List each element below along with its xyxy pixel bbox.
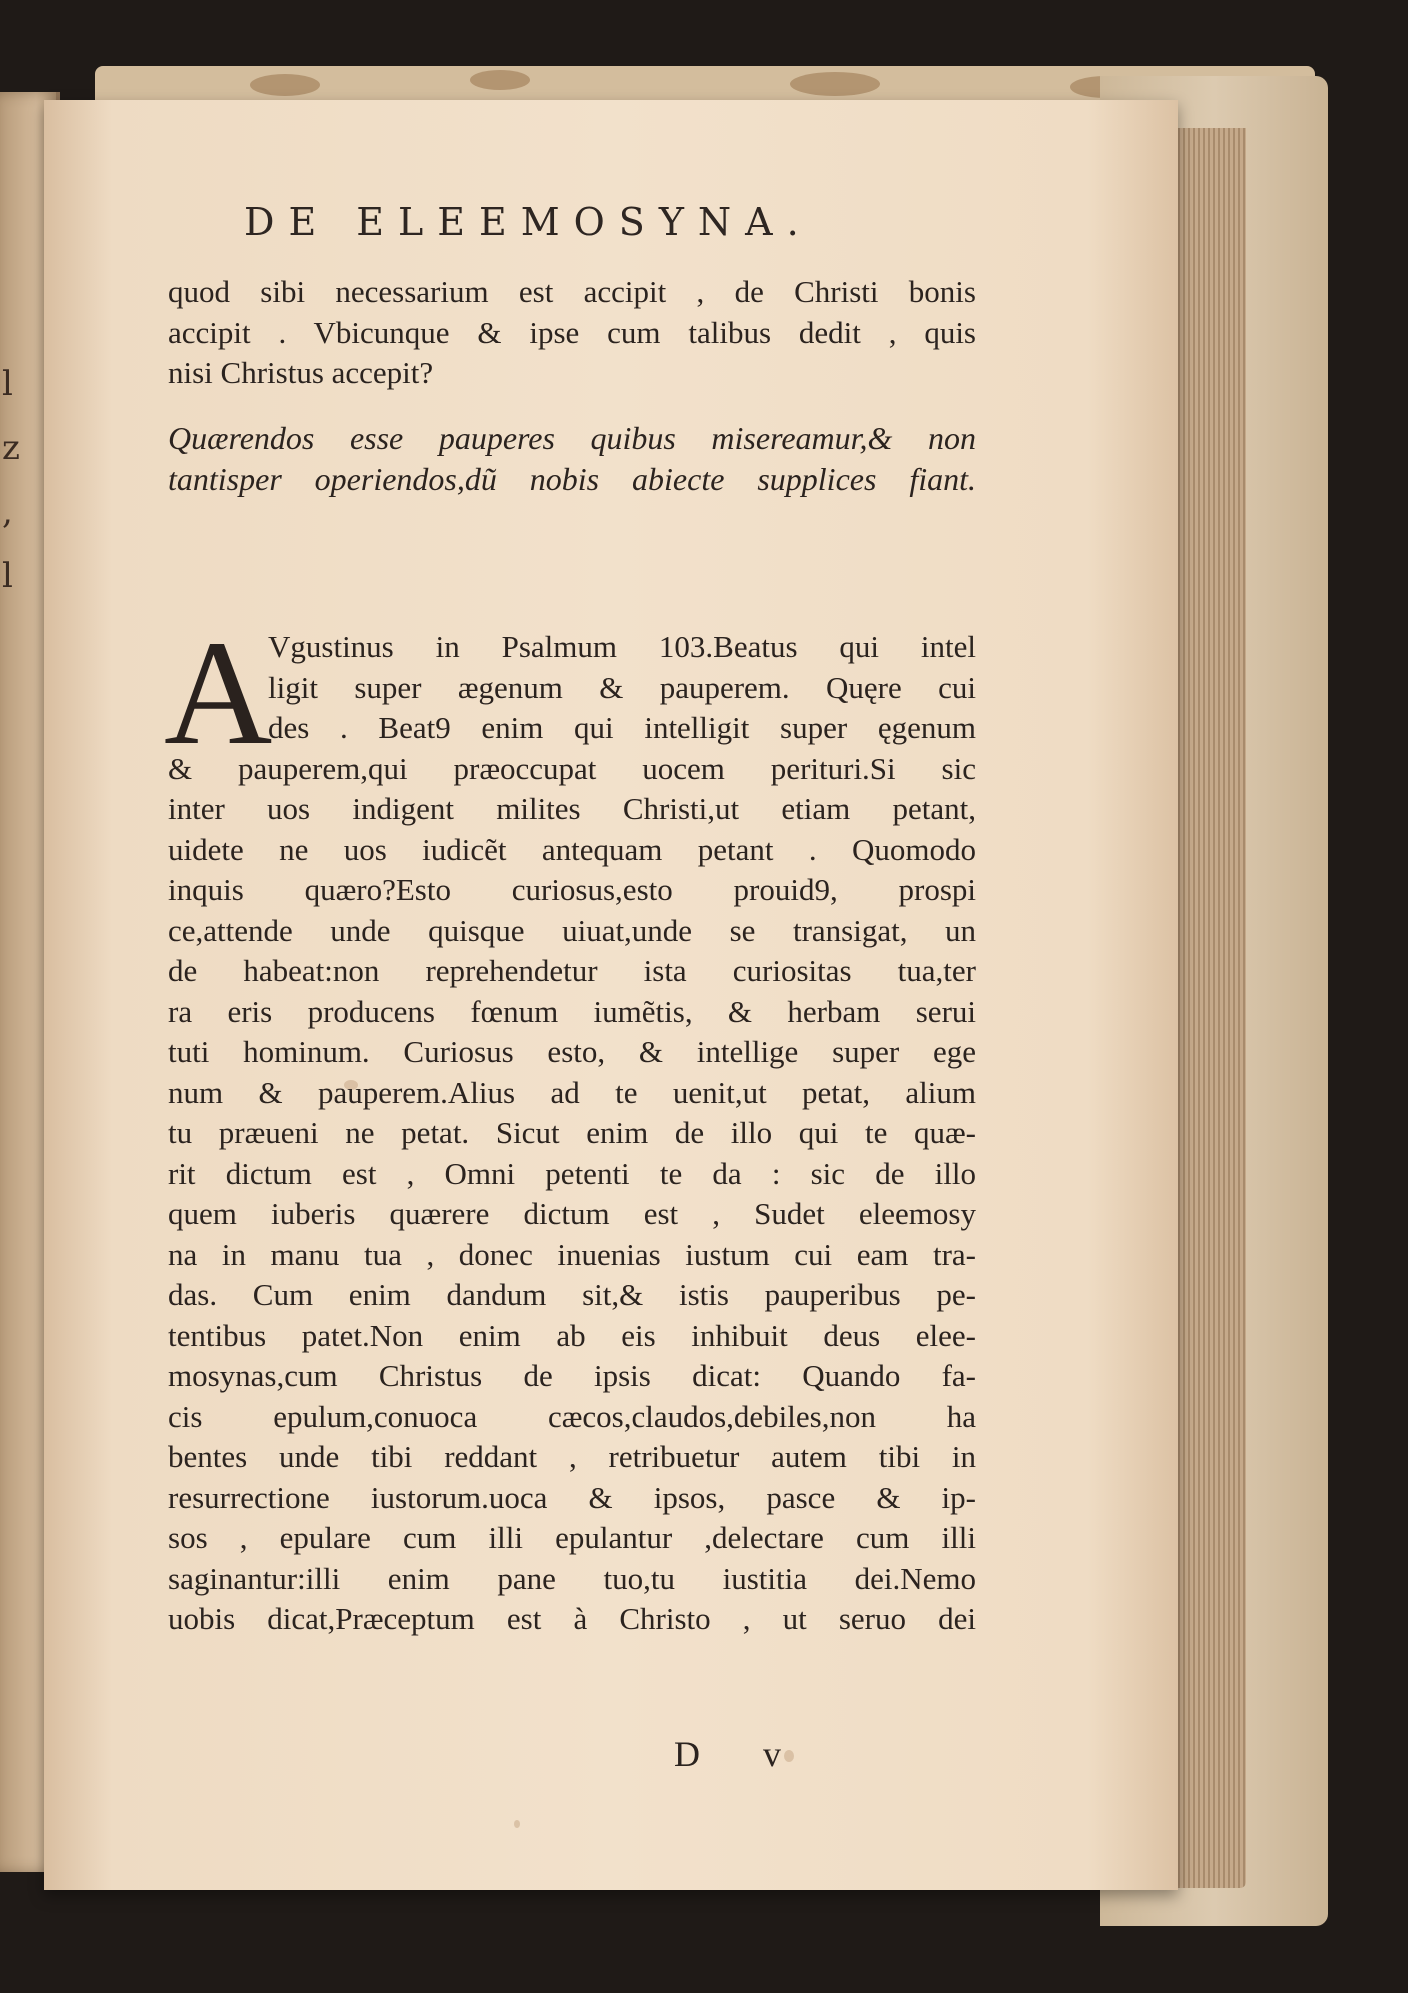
text-line: tu præueni ne petat. Sicut enim de illo qui te quæ- xyxy=(168,1115,976,1150)
left-fragment: l xyxy=(2,556,13,596)
text-line: mosynas,cum Christus de ipsis dicat: Quando fa- xyxy=(168,1358,976,1393)
text-line: ra eris producens fœnum iumẽtis, & herbam serui xyxy=(168,993,976,1029)
text-line: quod sibi necessarium est accipit , de Christi bonis xyxy=(168,274,976,309)
text-line: accipit . Vbicunque & ipse cum talibus dedit , quis xyxy=(168,314,976,350)
text-line: sos , epulare cum illi epulantur ,delectare cum illi xyxy=(168,1520,976,1555)
text-line: ce,attende unde quisque uiuat,unde se transigat, un xyxy=(168,912,976,948)
text-line: & pauperem,qui præoccupat uocem perituri.Si sic xyxy=(168,750,976,786)
paragraph-2 xyxy=(168,627,976,1640)
text-line: quem iuberis quærere dictum est , Sudet eleemosy xyxy=(168,1196,976,1231)
text-line: das. Cum enim dandum sit,& istis pauperibus pe- xyxy=(168,1277,976,1312)
text-line: uidete ne uos iudicẽt antequam petant . Quomodo xyxy=(168,831,976,867)
text-line: saginantur:illi enim pane tuo,tu iustitia dei.Nemo xyxy=(168,1560,976,1596)
text-line: cis epulum,conuoca cæcos,claudos,debiles,non ha xyxy=(168,1398,976,1434)
left-page-fragments xyxy=(2,352,22,608)
text-line: tuti hominum. Curiosus esto, & intellige super ege xyxy=(168,1034,976,1069)
signature-letter: D xyxy=(674,1734,700,1774)
text-line: nisi Christus accepit? xyxy=(168,355,434,390)
cover-stain xyxy=(790,72,880,96)
left-fragment: , xyxy=(2,492,13,532)
text-line: tentibus patet.Non enim ab eis inhibuit deus elee- xyxy=(168,1317,976,1353)
heading-line: tantisper operiendos,dũ nobis abiecte supplices fiant. xyxy=(168,461,976,497)
text-line: des . Beat9 enim qui intelligit super ęgenum xyxy=(268,710,976,745)
signature-number: v xyxy=(763,1734,781,1774)
text-line: inquis quæro?Esto curiosus,esto prouid9, prospi xyxy=(168,872,976,907)
text-line: ligit super ægenum & pauperem. Quęre cui xyxy=(268,669,976,705)
right-page xyxy=(44,100,1178,1890)
running-head: DE ELEEMOSYNA. xyxy=(244,200,813,244)
heading-line: Quærendos esse pauperes quibus misereamur,& non xyxy=(168,420,976,456)
text-line: resurrectione iustorum.uoca & ipsos, pasce & ip- xyxy=(168,1479,976,1515)
signature-mark xyxy=(674,1733,874,1775)
section-heading xyxy=(168,418,976,500)
text-line: na in manu tua , donec inuenias iustum cui eam tra- xyxy=(168,1236,976,1272)
text-line: uobis dicat,Præceptum est à Christo , ut seruo dei xyxy=(168,1601,976,1636)
text-line: rit dictum est , Omni petenti te da : sic de illo xyxy=(168,1155,976,1191)
paragraph-1 xyxy=(168,272,976,394)
text-line: bentes unde tibi reddant , retribuetur autem tibi in xyxy=(168,1439,976,1474)
cover-stain xyxy=(250,74,320,96)
cover-stain xyxy=(470,70,530,90)
left-fragment: z xyxy=(2,428,20,468)
drop-cap: A xyxy=(164,610,273,776)
foxing-spot xyxy=(514,1820,520,1828)
left-fragment: l xyxy=(2,364,13,404)
text-line: de habeat:non reprehendetur ista curiositas tua,ter xyxy=(168,953,976,988)
text-line: inter uos indigent milites Christi,ut etiam petant, xyxy=(168,791,976,826)
text-line: Vgustinus in Psalmum 103.Beatus qui intel xyxy=(268,629,976,664)
text-line: num & pauperem.Alius ad te uenit,ut petat, alium xyxy=(168,1074,976,1110)
